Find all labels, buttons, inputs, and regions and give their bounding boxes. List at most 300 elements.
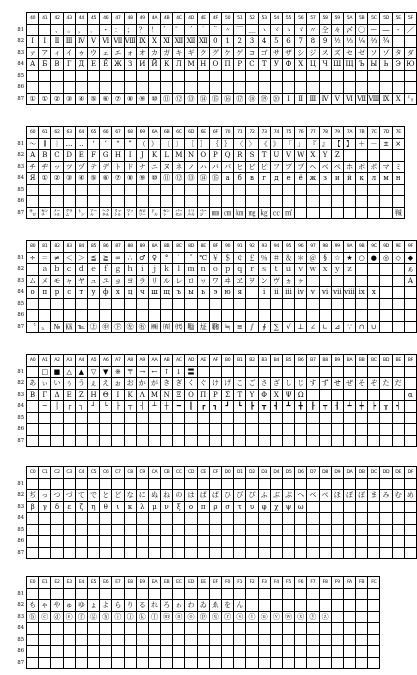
code-cell <box>124 435 136 447</box>
column-header: 6B <box>161 127 173 139</box>
table-row <box>16 646 380 658</box>
code-cell <box>392 547 404 559</box>
code-cell <box>75 298 87 310</box>
column-header: C8 <box>124 467 136 479</box>
code-cell <box>222 184 234 196</box>
code-cell <box>319 524 331 536</box>
code-cell: ピ <box>258 161 270 173</box>
code-cell: к <box>356 173 368 185</box>
code-cell <box>234 298 246 310</box>
code-cell <box>136 196 148 208</box>
column-header: 4A <box>148 13 160 25</box>
code-cell: ＃ <box>270 252 282 264</box>
code-cell: R <box>234 150 246 162</box>
code-cell: ы <box>185 287 197 299</box>
code-cell <box>282 478 294 490</box>
code-cell <box>404 501 416 513</box>
column-header: E9 <box>136 577 148 589</box>
column-header: 9E <box>392 241 404 253</box>
column-header: 63 <box>63 127 75 139</box>
code-cell <box>234 634 246 646</box>
code-cell <box>380 536 392 548</box>
column-header: 55 <box>282 13 294 25</box>
code-cell <box>392 321 404 333</box>
column-header: B7 <box>307 355 319 367</box>
code-cell <box>282 70 294 82</box>
code-cell: O <box>197 150 209 162</box>
table-row <box>16 657 380 669</box>
code-cell: ヨ <box>124 275 136 287</box>
code-cell: 〈 <box>234 138 246 150</box>
code-cell <box>234 310 246 322</box>
table-row <box>16 82 417 94</box>
code-cell <box>270 513 282 525</box>
code-cell <box>392 70 404 82</box>
code-cell: ⑬ <box>185 173 197 185</box>
code-cell <box>307 588 319 600</box>
column-header: 80 <box>27 241 39 253</box>
code-cell <box>27 634 39 646</box>
code-cell <box>39 547 51 559</box>
code-cell <box>27 657 39 669</box>
code-cell <box>209 513 221 525</box>
code-cell <box>27 478 39 490</box>
code-cell <box>356 389 368 401</box>
code-cell: Ⅰ <box>39 36 51 48</box>
code-cell: ㌢ <box>39 207 51 219</box>
column-header: C3 <box>63 467 75 479</box>
code-cell: ∞ <box>112 252 124 264</box>
code-cell: ョ <box>112 275 124 287</box>
code-cell: 〓 <box>185 366 197 378</box>
code-cell <box>27 412 39 424</box>
table-row <box>16 513 417 525</box>
code-cell <box>148 478 160 490</box>
code-cell <box>368 298 380 310</box>
code-cell <box>148 657 160 669</box>
code-cell: X <box>307 150 319 162</box>
code-cell <box>222 424 234 436</box>
code-cell: ｈ <box>124 264 136 276</box>
code-cell: Э <box>392 59 404 71</box>
code-cell: ⑨ <box>136 173 148 185</box>
code-cell: ゃ <box>39 600 51 612</box>
column-header: 67 <box>112 127 124 139</box>
code-cell: マ <box>380 161 392 173</box>
code-cell <box>307 501 319 513</box>
code-cell: プ <box>295 161 307 173</box>
code-cell: 9 <box>319 36 331 48</box>
code-cell: リ <box>148 275 160 287</box>
code-cell: Ц <box>307 59 319 71</box>
code-cell: ． <box>87 24 99 36</box>
code-cell <box>209 547 221 559</box>
code-cell <box>404 321 416 333</box>
code-cell <box>295 657 307 669</box>
code-cell: й <box>343 173 355 185</box>
code-cell <box>368 207 380 219</box>
code-cell <box>368 600 380 612</box>
code-cell <box>173 547 185 559</box>
code-cell: ゅ <box>63 600 75 612</box>
code-cell <box>343 424 355 436</box>
code-cell <box>197 657 209 669</box>
code-cell: と <box>100 490 112 502</box>
code-cell <box>112 478 124 490</box>
code-cell <box>319 600 331 612</box>
column-header: A7 <box>112 355 124 367</box>
code-cell: ⑭ <box>197 93 209 105</box>
code-cell: ⓧ <box>295 611 307 623</box>
column-header: 56 <box>295 13 307 25</box>
code-cell: ⓗ <box>100 611 112 623</box>
code-cell: ι <box>112 501 124 513</box>
column-header: 5C <box>368 13 380 25</box>
code-cell <box>356 623 368 635</box>
code-cell <box>112 412 124 424</box>
code-cell: × <box>392 138 404 150</box>
code-cell: ： <box>112 24 124 36</box>
column-header: AA <box>148 355 160 367</box>
code-cell: ｡ <box>63 24 75 36</box>
code-cell <box>173 634 185 646</box>
code-cell <box>51 657 63 669</box>
code-cell <box>246 634 258 646</box>
code-cell <box>343 70 355 82</box>
code-cell: ○ <box>356 252 368 264</box>
code-cell: 〇 <box>356 24 368 36</box>
code-cell: ン <box>258 275 270 287</box>
column-header: C0 <box>27 467 39 479</box>
code-cell <box>319 547 331 559</box>
column-header: 61 <box>39 127 51 139</box>
code-cell: ↓ <box>173 366 185 378</box>
code-cell <box>404 435 416 447</box>
code-cell <box>173 623 185 635</box>
code-cell <box>100 657 112 669</box>
column-header: 81 <box>39 241 51 253</box>
column-header: 65 <box>87 127 99 139</box>
column-header: 5D <box>380 13 392 25</box>
code-cell <box>124 70 136 82</box>
code-cell: タ <box>392 47 404 59</box>
code-cell: ケ <box>222 47 234 59</box>
code-cell: ⓤ <box>258 611 270 623</box>
code-cell <box>356 366 368 378</box>
code-cell <box>380 435 392 447</box>
code-cell: Β <box>27 389 39 401</box>
code-cell: щ <box>161 287 173 299</box>
code-cell: ひ <box>222 490 234 502</box>
code-cell: ④ <box>75 173 87 185</box>
column-header: B8 <box>319 355 331 367</box>
code-cell: ゼ <box>356 47 368 59</box>
code-cell: （ <box>136 138 148 150</box>
code-cell: ノ <box>185 161 197 173</box>
code-cell <box>392 310 404 322</box>
code-cell <box>173 412 185 424</box>
column-header-row <box>16 13 417 25</box>
code-cell <box>87 634 99 646</box>
row-header: 83 <box>17 277 24 284</box>
code-cell: Ⅸ <box>380 93 392 105</box>
code-cell: δ <box>51 501 63 513</box>
code-cell: E <box>75 150 87 162</box>
code-cell: め <box>404 490 416 502</box>
code-cell: ∩ <box>356 321 368 333</box>
column-header: 51 <box>234 13 246 25</box>
column-header: 59 <box>331 13 343 25</box>
code-cell: ┠ <box>307 401 319 413</box>
code-cell <box>112 435 124 447</box>
code-cell <box>185 298 197 310</box>
code-cell: ヵ <box>282 275 294 287</box>
column-header: 98 <box>319 241 331 253</box>
code-cell: へ <box>295 490 307 502</box>
code-cell <box>392 412 404 424</box>
code-cell: Щ <box>343 59 355 71</box>
code-cell: Ш <box>331 59 343 71</box>
code-cell <box>368 547 380 559</box>
code-cell: 7 <box>295 36 307 48</box>
code-cell <box>246 287 258 299</box>
code-cell: Е <box>87 59 99 71</box>
code-cell <box>380 321 392 333</box>
code-cell <box>63 634 75 646</box>
code-cell <box>343 547 355 559</box>
code-cell: ⅰ <box>258 287 270 299</box>
code-cell <box>136 536 148 548</box>
code-cell <box>161 184 173 196</box>
code-cell <box>258 657 270 669</box>
code-cell <box>27 513 39 525</box>
code-cell <box>307 310 319 322</box>
code-cell <box>270 412 282 424</box>
code-cell <box>319 623 331 635</box>
code-cell <box>392 536 404 548</box>
code-cell: ─ <box>39 401 51 413</box>
code-cell: ぴ <box>246 490 258 502</box>
code-cell: に <box>136 490 148 502</box>
column-header: EA <box>148 577 160 589</box>
code-cell <box>258 310 270 322</box>
code-cell: ジ <box>307 47 319 59</box>
column-header: CF <box>209 467 221 479</box>
code-cell <box>75 424 87 436</box>
code-cell: ｅ <box>87 264 99 276</box>
code-cell: ゆ <box>75 600 87 612</box>
code-cell <box>222 547 234 559</box>
code-cell <box>161 623 173 635</box>
code-cell <box>234 184 246 196</box>
code-cell <box>295 478 307 490</box>
code-cell: Φ <box>258 389 270 401</box>
code-cell: ≦ <box>87 252 99 264</box>
code-cell <box>368 513 380 525</box>
code-cell: Б <box>39 59 51 71</box>
column-header: C1 <box>39 467 51 479</box>
code-cell: ､ <box>51 24 63 36</box>
code-cell <box>209 412 221 424</box>
column-header: 40 <box>27 13 39 25</box>
table-row <box>16 389 417 401</box>
code-cell: ｒ <box>246 264 258 276</box>
code-cell <box>27 24 39 36</box>
code-cell: Ⅹ <box>148 36 160 48</box>
code-cell <box>75 412 87 424</box>
code-cell: Х <box>295 59 307 71</box>
code-cell <box>112 657 124 669</box>
code-cell: ⑫ <box>173 93 185 105</box>
code-cell <box>356 435 368 447</box>
code-cell: P <box>209 150 221 162</box>
code-cell <box>63 412 75 424</box>
code-cell: ぺ <box>319 490 331 502</box>
code-cell: У <box>270 59 282 71</box>
code-cell <box>295 184 307 196</box>
column-header: 70 <box>222 127 234 139</box>
code-cell <box>27 70 39 82</box>
code-cell: ば <box>197 490 209 502</box>
code-cell: ⅔ <box>368 36 380 48</box>
code-cell: ③ <box>63 93 75 105</box>
code-cell <box>63 310 75 322</box>
code-cell <box>295 623 307 635</box>
code-cell <box>307 298 319 310</box>
code-cell: Α <box>404 275 416 287</box>
code-cell <box>380 478 392 490</box>
code-cell <box>368 275 380 287</box>
row-header: 87 <box>17 209 24 216</box>
code-cell <box>270 478 282 490</box>
code-cell <box>27 588 39 600</box>
code-cell <box>209 184 221 196</box>
code-cell <box>307 366 319 378</box>
code-cell: Ⅴ <box>331 93 343 105</box>
code-cell <box>404 310 416 322</box>
code-cell: ｎ <box>197 264 209 276</box>
code-cell <box>282 623 294 635</box>
code-cell <box>185 184 197 196</box>
code-cell <box>100 478 112 490</box>
code-cell <box>404 82 416 94</box>
code-cell <box>368 623 380 635</box>
column-header: F8 <box>319 577 331 589</box>
row-header: 87 <box>17 437 24 444</box>
code-cell: ∠ <box>307 321 319 333</box>
code-cell: у <box>87 287 99 299</box>
code-cell <box>161 478 173 490</box>
column-header: E0 <box>27 577 39 589</box>
code-cell: ⑩ <box>148 93 160 105</box>
code-cell: ゾ <box>380 47 392 59</box>
code-cell: ラ <box>136 275 148 287</box>
code-cell <box>356 611 368 623</box>
code-cell <box>148 623 160 635</box>
code-cell: ▼ <box>100 366 112 378</box>
code-cell <box>404 424 416 436</box>
code-cell: ℃ <box>197 252 209 264</box>
code-cell <box>39 524 51 536</box>
code-cell <box>331 82 343 94</box>
code-grid <box>16 126 405 219</box>
row-header: 84 <box>17 625 24 632</box>
code-cell: ㌍ <box>136 207 148 219</box>
code-cell <box>319 196 331 208</box>
code-cell: 【 <box>331 138 343 150</box>
code-cell: д <box>270 173 282 185</box>
column-header: 6A <box>148 127 160 139</box>
code-cell <box>185 70 197 82</box>
code-cell <box>234 547 246 559</box>
code-cell: V <box>282 150 294 162</box>
code-cell: い <box>51 378 63 390</box>
code-cell <box>197 366 209 378</box>
code-cell: ゥ <box>75 47 87 59</box>
row-header: 85 <box>17 186 24 193</box>
code-cell <box>258 196 270 208</box>
row-header: 84 <box>17 175 24 182</box>
code-cell <box>197 634 209 646</box>
code-cell <box>148 524 160 536</box>
code-cell <box>307 600 319 612</box>
column-header: 93 <box>258 241 270 253</box>
code-cell <box>270 646 282 658</box>
code-cell: ㍉ <box>404 93 416 105</box>
code-cell: ⑪ <box>161 93 173 105</box>
code-cell: χ <box>270 501 282 513</box>
code-cell <box>368 435 380 447</box>
code-cell: Й <box>148 59 160 71</box>
code-cell: ＝ <box>39 252 51 264</box>
code-cell <box>161 524 173 536</box>
code-cell: ν <box>161 501 173 513</box>
code-cell: ル <box>161 275 173 287</box>
column-header: E5 <box>87 577 99 589</box>
code-cell: ┌ <box>63 401 75 413</box>
column-header: BE <box>392 355 404 367</box>
code-cell <box>258 547 270 559</box>
table-row <box>16 24 417 36</box>
column-header: 91 <box>234 241 246 253</box>
code-cell <box>136 298 148 310</box>
code-cell: Η <box>87 389 99 401</box>
code-cell: シ <box>295 47 307 59</box>
code-cell <box>51 184 63 196</box>
code-cell: ┯ <box>319 401 331 413</box>
code-cell <box>319 310 331 322</box>
code-cell <box>112 82 124 94</box>
code-cell: ヶ <box>295 275 307 287</box>
code-cell: ≧ <box>100 252 112 264</box>
code-cell <box>87 536 99 548</box>
code-cell: 〟 <box>39 321 51 333</box>
code-cell: Т <box>258 59 270 71</box>
code-cell: ㊨ <box>136 321 148 333</box>
code-cell: た <box>380 378 392 390</box>
code-cell: а <box>222 173 234 185</box>
code-cell: ★ <box>343 252 355 264</box>
row-header: 86 <box>17 84 24 91</box>
code-cell: ㍊ <box>185 207 197 219</box>
code-cell <box>356 150 368 162</box>
code-cell: ① <box>39 93 51 105</box>
code-cell <box>100 513 112 525</box>
column-header: 7C <box>368 127 380 139</box>
column-header: B1 <box>234 355 246 367</box>
table-row <box>16 435 417 447</box>
code-cell <box>246 424 258 436</box>
